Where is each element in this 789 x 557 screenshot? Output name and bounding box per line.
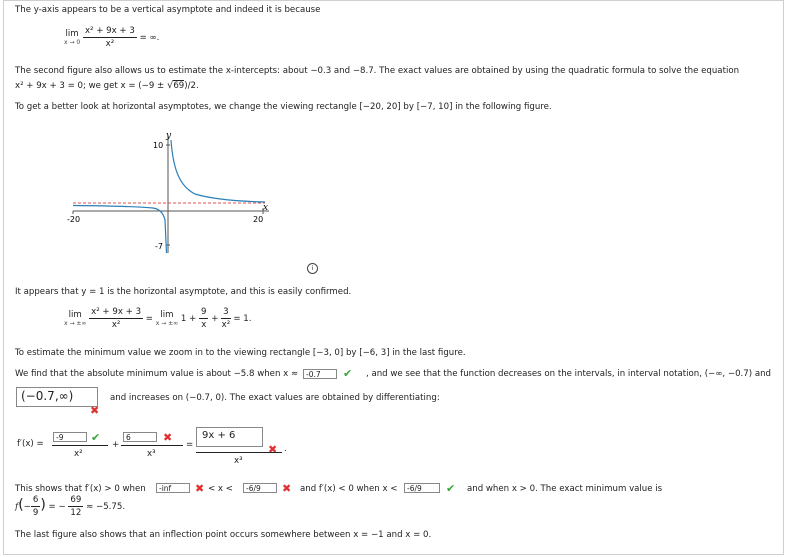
one-plus: 1 + [180,314,197,324]
frac-denominator: x² [221,320,231,330]
frac-numerator: x² + 9x + 3 [91,307,142,317]
input-lower-bound[interactable]: -inf [156,483,190,493]
y-min-label: -7 [155,242,163,251]
para-min-value: We find that the absolute minimum value is about −5.8 when x ≈ [15,369,299,379]
derivative-lhs: f′(x) = [17,439,44,449]
para-quadratic [15,80,199,91]
paren-close: ) [40,497,46,513]
input-decreasing-bound[interactable]: -6/9 [404,483,440,493]
para-x-intercepts: The second figure also allows us to estimate the x-intercepts: about −0.3 and −8.7. The exact values are obtained by using the quadratic formula to solve the equation [15,66,740,76]
check-icon: ✔ [91,431,101,444]
interval-input[interactable]: (−0.7,∞) [16,387,98,407]
sqrt-symbol: √ [166,80,174,91]
y-axis-label: y [166,131,172,141]
para-sign-c: and f′(x) < 0 when x < [300,484,398,494]
equals-minus: = − [48,502,66,512]
x-axis-label: x [263,203,269,213]
derivative-input-1[interactable]: -9 [53,432,87,442]
quadratic-rhs: )/2. [184,81,199,91]
lim-sub: x → ±∞ [64,320,87,327]
para-sign-d: and when x > 0. The exact minimum value is [467,484,663,494]
frac-numerator: 3 [223,307,229,317]
check-icon: ✔ [343,367,353,380]
input-upper-bound[interactable]: -6/9 [243,483,277,493]
limit-expression-1 [64,26,159,49]
derivative-den-3: x³ [234,456,243,466]
check-icon: ✔ [446,482,456,495]
plus-sign: + [112,440,120,450]
curve-left-branch [73,206,167,254]
para-horizontal-asymptote: It appears that y = 1 is the horizontal asymptote, and this is easily confirmed. [15,287,352,297]
fraction-bar-3 [196,452,282,453]
info-icon[interactable]: i [307,263,318,274]
fraction-bar-1 [52,445,108,446]
limit-rhs: = 1. [233,314,252,324]
minus-sign: − [23,502,31,512]
frac-denominator: x [201,320,207,330]
frac-numerator: x² + 9x + 3 [84,26,135,36]
lim-sub: x → ±∞ [155,320,179,327]
frac-denominator: x² [105,39,115,49]
para-inflection: The last figure also shows that an inflection point occurs somewhere between x = −1 and x = 0. [15,530,432,540]
paren-open: ( [18,497,24,513]
lim-word: lim [68,310,82,320]
para-viewing-rectangle: To get a better look at horizontal asymptotes, we change the viewing rectangle [−20, 20] by [−7, 10] in the following figure. [15,102,552,112]
limit-rhs: = ∞. [139,33,160,43]
cross-icon: ✖ [268,443,278,456]
limit-expression-2 [64,307,252,330]
f-symbol: f [15,502,19,512]
para-sign-a: This shows that f′(x) > 0 when [15,484,146,494]
equals-sign: = [145,314,153,324]
period: . [284,444,287,454]
frac-numerator: 9 [201,307,207,317]
exact-minimum-expression [15,495,125,518]
fraction-bar-2 [121,445,183,446]
x-max-label: 20 [253,215,264,224]
lim-word: lim [160,310,174,320]
lim-word: lim [65,29,79,39]
frac-denominator: 12 [70,508,82,518]
xmin-input[interactable]: -0.7 [303,369,337,379]
curve-right-branch [171,140,265,202]
sqrt-radicand: 69 [173,81,185,91]
lim-sub: x → 0 [64,39,81,46]
frac-numerator: 6 [32,495,39,505]
cross-icon: ✖ [282,482,292,495]
para-vertical-asymptote: The y-axis appears to be a vertical asymptote and indeed it is because [15,5,321,15]
derivative-den-2: x³ [147,449,156,459]
para-zoom: To estimate the minimum value we zoom in to the viewing rectangle [−3, 0] by [−6, 3] in the last figure. [15,348,466,358]
derivative-den-1: x² [74,449,83,459]
derivative-big-input[interactable]: 9x + 6 [196,427,263,447]
para-sign-b: < x < [208,484,233,494]
para-increasing: and increases on (−0.7, 0). The exact values are obtained by differentiating: [110,393,440,403]
derivative-input-2[interactable]: 6 [123,432,157,442]
frac-numerator: 69 [70,495,82,505]
frac-denominator: 9 [32,508,39,518]
cross-icon: ✖ [163,431,173,444]
para-decreasing: , and we see that the function decreases on the intervals, in interval notation, (−∞, −0.7) and [366,369,771,379]
y-max-label: 10 [153,141,164,150]
cross-icon: ✖ [90,404,100,417]
frac-denominator: x² [111,320,121,330]
quadratic-lhs: x² + 9x + 3 = 0; we get x = (−9 ± [15,81,165,91]
plus-sign: + [211,314,219,324]
cross-icon: ✖ [195,482,205,495]
x-min-label: -20 [67,215,81,224]
approx-value: ≈ −5.75. [86,502,126,512]
asymptote-graph [55,128,295,256]
equals-sign: = [186,440,194,450]
